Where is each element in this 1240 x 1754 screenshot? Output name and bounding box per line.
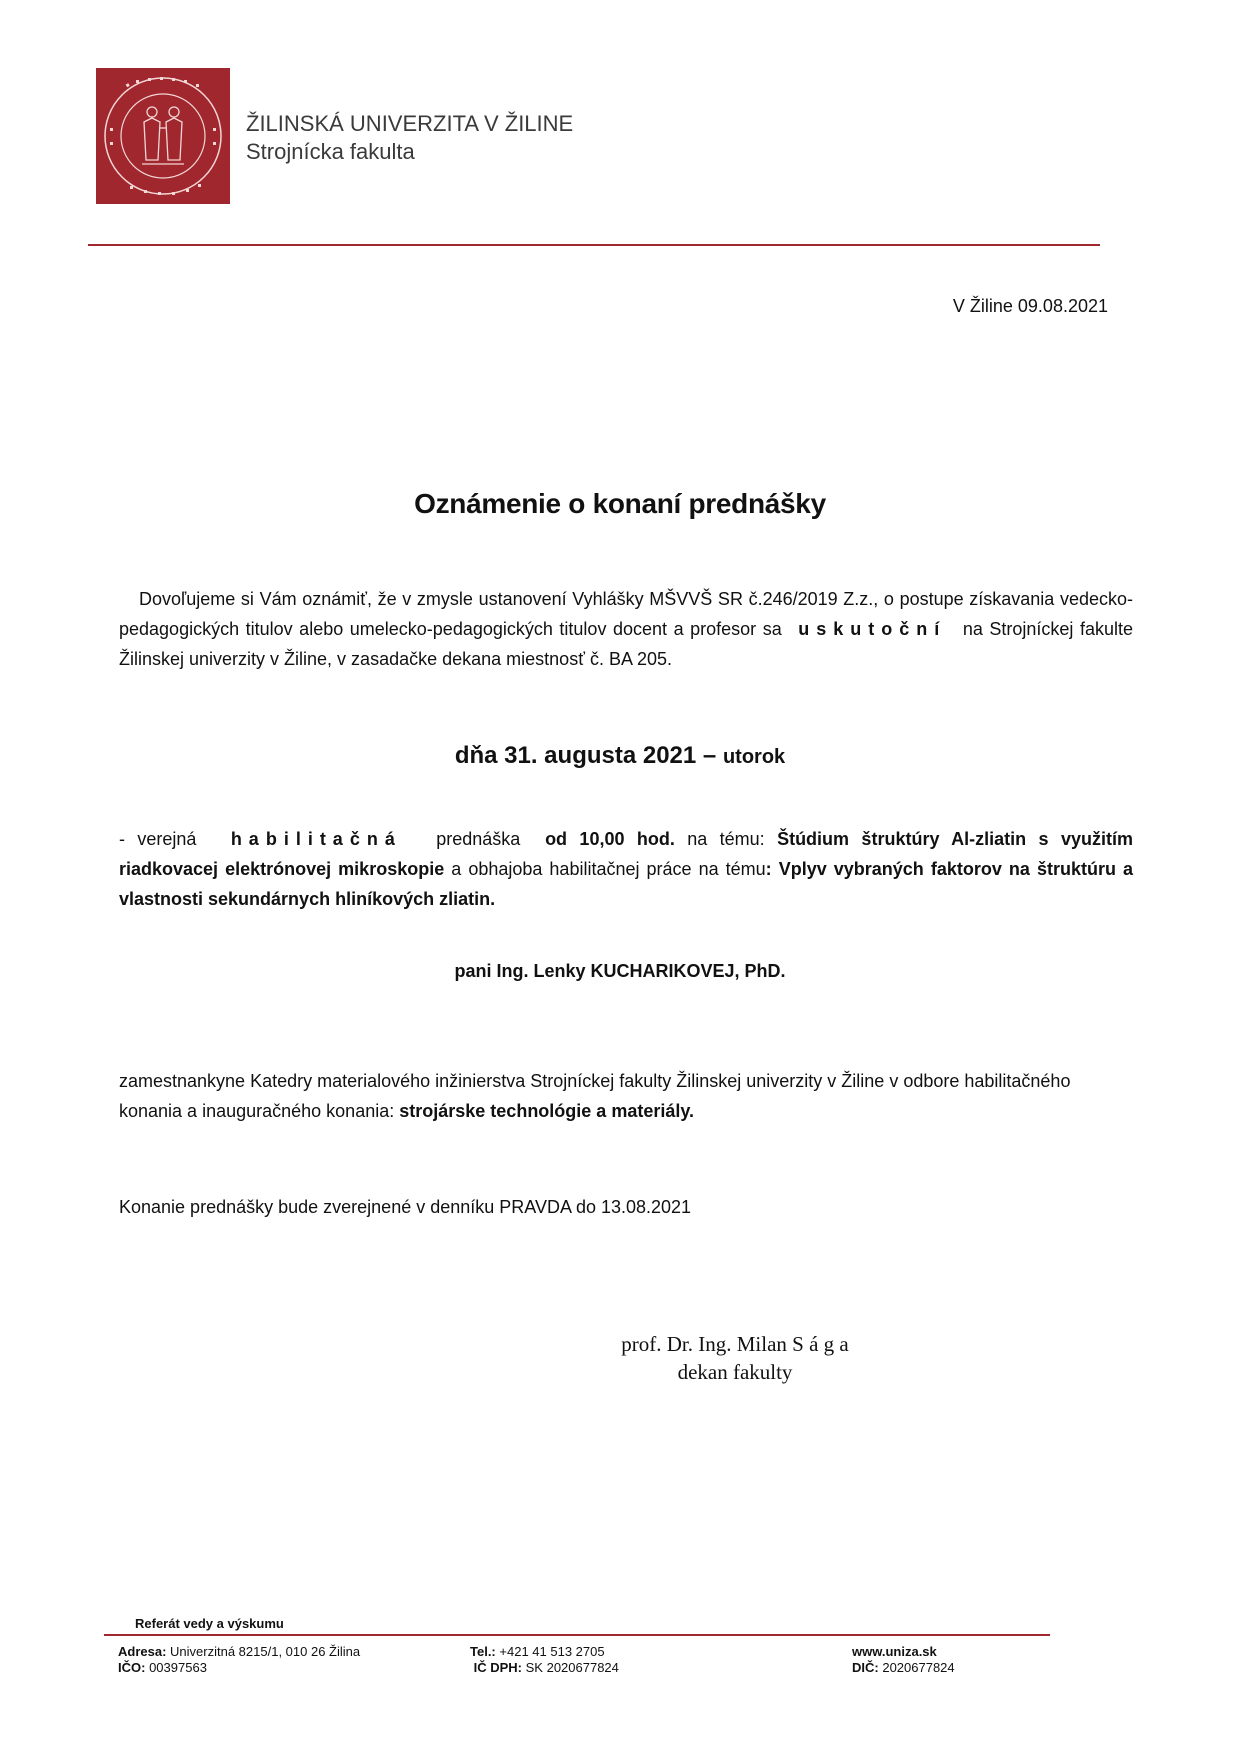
seal-icon bbox=[96, 68, 230, 204]
tel-value: +421 41 513 2705 bbox=[499, 1644, 605, 1659]
address-value: Univerzitná 8215/1, 010 26 Žilina bbox=[170, 1644, 361, 1659]
date-line: V Žiline 09.08.2021 bbox=[952, 296, 1108, 316]
event-date bbox=[0, 742, 1240, 770]
university-name: ŽILINSKÁ UNIVERZITA V ŽILINE bbox=[246, 111, 574, 136]
document-title: Oznámenie o konaní prednášky bbox=[414, 488, 826, 519]
topic-intro: na tému: bbox=[687, 829, 765, 849]
intro-text-after: na Strojníckej fakulte Žilinskej univerzity v Žiline, v zasadačke dekana miestnosť č. BA 205. bbox=[119, 619, 1133, 669]
lecture-type: habilitačná bbox=[230, 829, 402, 849]
event-day: utorok bbox=[722, 746, 786, 768]
university-seal-logo bbox=[96, 68, 230, 204]
tel-label: Tel.: bbox=[470, 1644, 496, 1659]
website-link[interactable]: www.uniza.sk bbox=[852, 1644, 937, 1659]
lecture-word: prednáška bbox=[436, 829, 521, 849]
signatory-role: dekan fakulty bbox=[677, 1360, 793, 1384]
intro-text-before: Dovoľujeme si Vám oznámiť, že v zmysle ustanovení Vyhlášky MŠVVŠ SR č.246/2019 Z.z., o postupe získavania vedecko-pedagogických titulov alebo umelecko-pedagogických titulov docent a profesor sa bbox=[119, 589, 1133, 639]
lecture-paragraph bbox=[119, 824, 1133, 914]
signature-block bbox=[600, 1330, 870, 1386]
lecture-prefix: - verejná bbox=[119, 829, 197, 849]
signatory-name: prof. Dr. Ing. Milan S á g a bbox=[621, 1332, 849, 1356]
header-institution bbox=[246, 110, 573, 166]
lecture-time: od 10,00 hod. bbox=[545, 829, 675, 849]
defense-intro: a obhajoba habilitačnej práce na tému bbox=[451, 859, 766, 879]
employment-text: zamestnankyne Katedry materialového inžinierstva Strojníckej fakulty Žilinskej univerzity v Žiline v odbore habilitačného konania a inauguračného konania: bbox=[119, 1071, 1071, 1121]
intro-emphasis: uskutoční bbox=[798, 619, 947, 639]
intro-paragraph bbox=[119, 584, 1133, 674]
faculty-name: Strojnícka fakulta bbox=[246, 139, 415, 164]
address-label: Adresa: bbox=[118, 1644, 167, 1659]
dph-value: SK 2020677824 bbox=[525, 1660, 619, 1675]
ico-label: IČO: bbox=[118, 1660, 146, 1675]
dph-label: IČ DPH: bbox=[473, 1660, 523, 1675]
header-divider bbox=[88, 244, 1100, 246]
publication-note: Konanie prednášky bude zverejnené v denníku PRAVDA do 13.08.2021 bbox=[119, 1197, 692, 1217]
dic-label: DIČ: bbox=[852, 1660, 879, 1675]
lecture-topic: Štúdium štruktúry Al-zliatin s využitím riadkovacej elektrónovej mikroskopie bbox=[119, 829, 1133, 879]
candidate-name: pani Ing. Lenky KUCHARIKOVEJ, PhD. bbox=[454, 961, 786, 981]
footer-contact-block bbox=[470, 1644, 619, 1676]
employment-paragraph bbox=[119, 1066, 1133, 1126]
footer-department: Referát vedy a výskumu bbox=[135, 1616, 284, 1631]
dic-value: 2020677824 bbox=[882, 1660, 955, 1675]
footer-divider bbox=[104, 1634, 1050, 1636]
footer-web-block bbox=[852, 1644, 955, 1676]
footer-address-block bbox=[118, 1644, 360, 1676]
ico-value: 00397563 bbox=[149, 1660, 207, 1675]
employment-field: strojárske technológie a materiály. bbox=[399, 1101, 695, 1121]
event-date-main: dňa 31. augusta 2021 – bbox=[454, 742, 717, 769]
defense-topic: : Vplyv vybraných faktorov na štruktúru a vlastnosti sekundárnych hliníkových zliatin. bbox=[119, 859, 1133, 909]
